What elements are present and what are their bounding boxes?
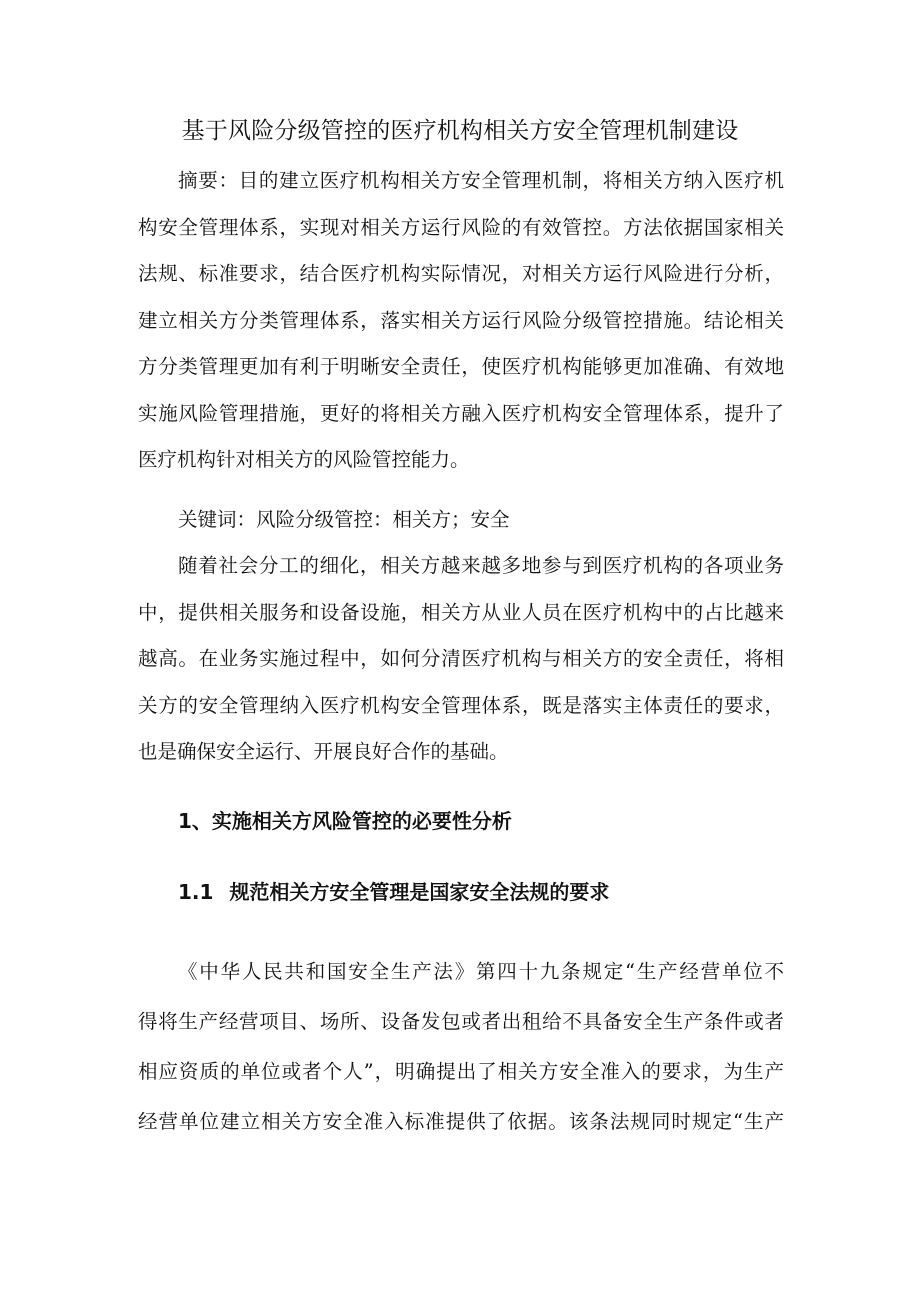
abstract-line: 医疗机构针对相关方的风险管控能力。 — [138, 448, 470, 471]
law-paragraph — [138, 947, 784, 1147]
keywords-paragraph — [138, 497, 784, 544]
section-heading-1: 1、实施相关方风险管控的必要性分析 — [178, 809, 512, 833]
law-line: 得将生产经营项目、场所、设备发包或者出租给不具备安全生产条件或者 — [138, 1010, 784, 1033]
intro-line: 也是确保安全运行、开展良好合作的基础。 — [138, 740, 509, 763]
intro-line: 随着社会分工的细化，相关方越来越多地参与到医疗机构的各项业务 — [178, 554, 784, 577]
abstract-line: 建立相关方分类管理体系，落实相关方运行风险分级管控措施。结论相关 — [138, 308, 784, 332]
intro-line: 越高。在业务实施过程中，如何分清医疗机构与相关方的安全责任，将相 — [138, 647, 784, 670]
section-heading-text: 规范相关方安全管理是国家安全法规的要求 — [229, 880, 610, 904]
abstract-line: 方分类管理更加有利于明晰安全责任，使医疗机构能够更加准确、有效地 — [138, 355, 784, 378]
law-line: 相应资质的单位或者个人”，明确提出了相关方安全准入的要求，为生产 — [138, 1060, 784, 1083]
keywords-line: 关键词：风险分级管控：相关方；安全 — [178, 508, 510, 531]
abstract-line: 法规、标准要求，结合医疗机构实际情况，对相关方运行风险进行分析， — [138, 262, 784, 285]
abstract-line: 构安全管理体系，实现对相关方运行风险的有效管控。方法依据国家相关 — [138, 215, 784, 239]
intro-line: 关方的安全管理纳入医疗机构安全管理体系，既是落实主体责任的要求， — [138, 693, 784, 717]
document-title: 基于风险分级管控的医疗机构相关方安全管理机制建设 — [181, 118, 739, 144]
law-line: 经营单位建立相关方安全准入标准提供了依据。该条法规同时规定“生产 — [138, 1110, 784, 1133]
abstract-line: 摘要：目的建立医疗机构相关方安全管理机制，将相关方纳入医疗机 — [178, 169, 784, 192]
abstract-paragraph — [138, 158, 784, 484]
section-heading-1-1 — [178, 877, 609, 907]
intro-line: 中，提供相关服务和设备设施，相关方从业人员在医疗机构中的占比越来 — [138, 600, 784, 624]
law-line: 《中华人民共和国安全生产法》第四十九条规定“生产经营单位不 — [178, 960, 784, 983]
section-number: 1.1 — [178, 880, 214, 904]
abstract-line: 实施风险管理措施，更好的将相关方融入医疗机构安全管理体系，提升了 — [138, 401, 784, 425]
intro-paragraph — [138, 543, 784, 776]
